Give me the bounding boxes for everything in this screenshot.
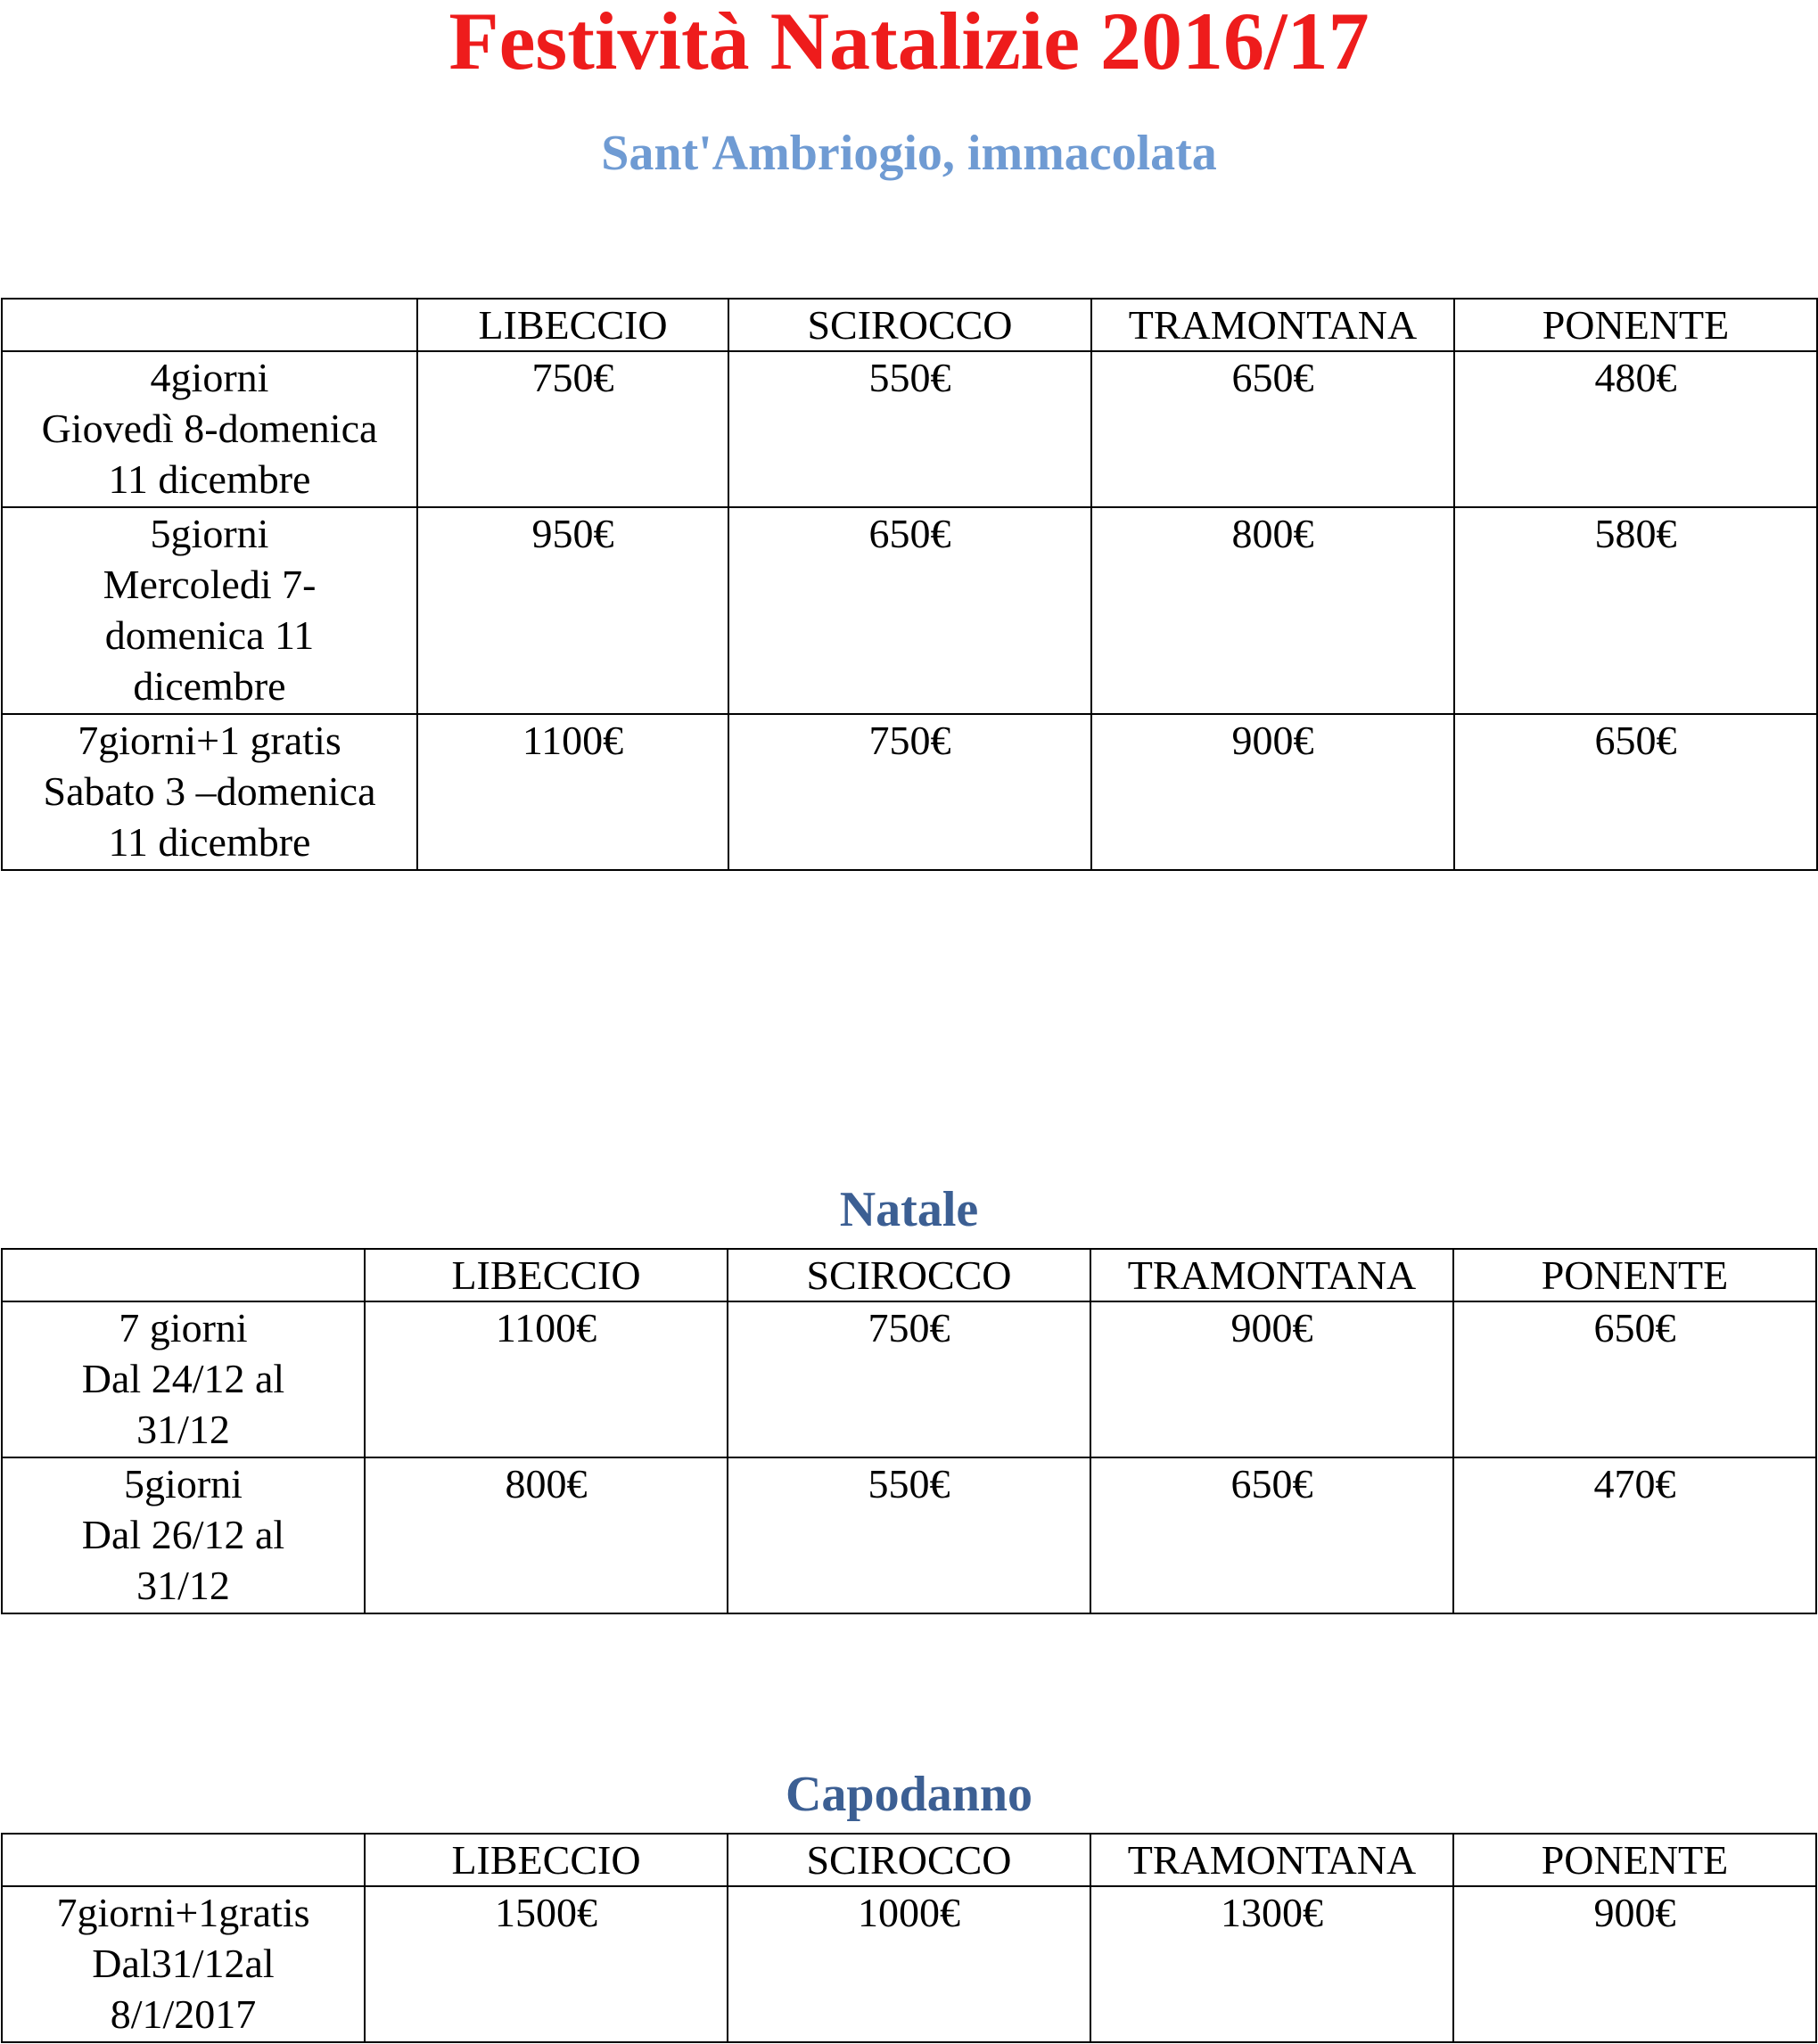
section-title-sant-ambrogio: Sant'Ambriogio, immacolata <box>601 126 1217 181</box>
period-line: dicembre <box>133 663 286 709</box>
price-cell: 470€ <box>1453 1457 1816 1613</box>
column-header-libeccio: LIBECCIO <box>365 1834 728 1886</box>
column-header-scirocco: SCIROCCO <box>728 299 1091 351</box>
price-cell: 480€ <box>1454 351 1817 507</box>
price-table-natale <box>1 1248 1817 1614</box>
period-line: Dal 24/12 al <box>81 1356 285 1401</box>
period-line: 7giorni+1 gratis <box>78 718 341 763</box>
table-row <box>2 714 1817 870</box>
period-line: 5giorni <box>150 511 269 556</box>
period-cell <box>2 1301 365 1457</box>
price-table-sant-ambrogio <box>1 298 1818 871</box>
column-header-tramontana: TRAMONTANA <box>1090 1249 1453 1301</box>
price-cell: 650€ <box>1091 351 1454 507</box>
period-line: domenica 11 <box>104 612 315 658</box>
price-cell: 650€ <box>1454 714 1817 870</box>
price-cell: 550€ <box>728 351 1091 507</box>
table-row <box>2 507 1817 714</box>
period-cell <box>2 714 417 870</box>
table-row <box>2 1301 1816 1457</box>
price-cell: 800€ <box>1091 507 1454 714</box>
price-cell: 750€ <box>728 714 1091 870</box>
period-line: 7giorni+1gratis <box>56 1890 310 1935</box>
period-cell <box>2 1457 365 1613</box>
price-cell: 1300€ <box>1090 1886 1453 2042</box>
price-cell: 750€ <box>417 351 728 507</box>
price-cell: 750€ <box>728 1301 1090 1457</box>
price-cell: 650€ <box>728 507 1091 714</box>
table-row <box>2 1886 1816 2042</box>
page-title: Festività Natalizie 2016/17 <box>448 0 1370 86</box>
table-row <box>2 351 1817 507</box>
period-line: 11 dicembre <box>108 456 311 502</box>
column-header-libeccio: LIBECCIO <box>417 299 728 351</box>
price-cell: 1100€ <box>417 714 728 870</box>
table-header-row <box>2 1834 1816 1886</box>
price-cell: 1100€ <box>365 1301 728 1457</box>
header-empty-cell <box>2 299 417 351</box>
period-line: 8/1/2017 <box>110 1991 257 2037</box>
table-row <box>2 1457 1816 1613</box>
period-line: Giovedì 8-domenica <box>41 406 378 451</box>
column-header-ponente: PONENTE <box>1453 1249 1816 1301</box>
period-line: Dal 26/12 al <box>81 1512 285 1557</box>
column-header-scirocco: SCIROCCO <box>728 1834 1090 1886</box>
column-header-ponente: PONENTE <box>1453 1834 1816 1886</box>
price-cell: 900€ <box>1453 1886 1816 2042</box>
period-line: 4giorni <box>150 355 269 400</box>
period-cell <box>2 351 417 507</box>
period-line: 7 giorni <box>119 1305 248 1350</box>
period-line: 31/12 <box>136 1563 230 1608</box>
price-cell: 650€ <box>1453 1301 1816 1457</box>
header-empty-cell <box>2 1249 365 1301</box>
price-cell: 650€ <box>1090 1457 1453 1613</box>
price-cell: 900€ <box>1090 1301 1453 1457</box>
table-header-row <box>2 299 1817 351</box>
column-header-libeccio: LIBECCIO <box>365 1249 728 1301</box>
period-line: 11 dicembre <box>108 819 311 865</box>
column-header-ponente: PONENTE <box>1454 299 1817 351</box>
price-cell: 800€ <box>365 1457 728 1613</box>
period-cell <box>2 507 417 714</box>
column-header-tramontana: TRAMONTANA <box>1091 299 1454 351</box>
table-header-row <box>2 1249 1816 1301</box>
price-table-capodanno <box>1 1833 1817 2043</box>
section-title-natale: Natale <box>839 1182 979 1237</box>
price-cell: 1500€ <box>365 1886 728 2042</box>
price-cell: 550€ <box>728 1457 1090 1613</box>
price-cell: 950€ <box>417 507 728 714</box>
section-title-capodanno: Capodanno <box>785 1767 1033 1822</box>
header-empty-cell <box>2 1834 365 1886</box>
column-header-tramontana: TRAMONTANA <box>1090 1834 1453 1886</box>
period-cell <box>2 1886 365 2042</box>
period-line: 31/12 <box>136 1407 230 1452</box>
period-line: Mercoledi 7- <box>103 562 317 607</box>
period-line: Sabato 3 –domenica <box>43 768 376 814</box>
price-cell: 900€ <box>1091 714 1454 870</box>
price-cell: 580€ <box>1454 507 1817 714</box>
period-line: Dal31/12al <box>92 1941 275 1986</box>
column-header-scirocco: SCIROCCO <box>728 1249 1090 1301</box>
price-cell: 1000€ <box>728 1886 1090 2042</box>
period-line: 5giorni <box>124 1461 243 1506</box>
